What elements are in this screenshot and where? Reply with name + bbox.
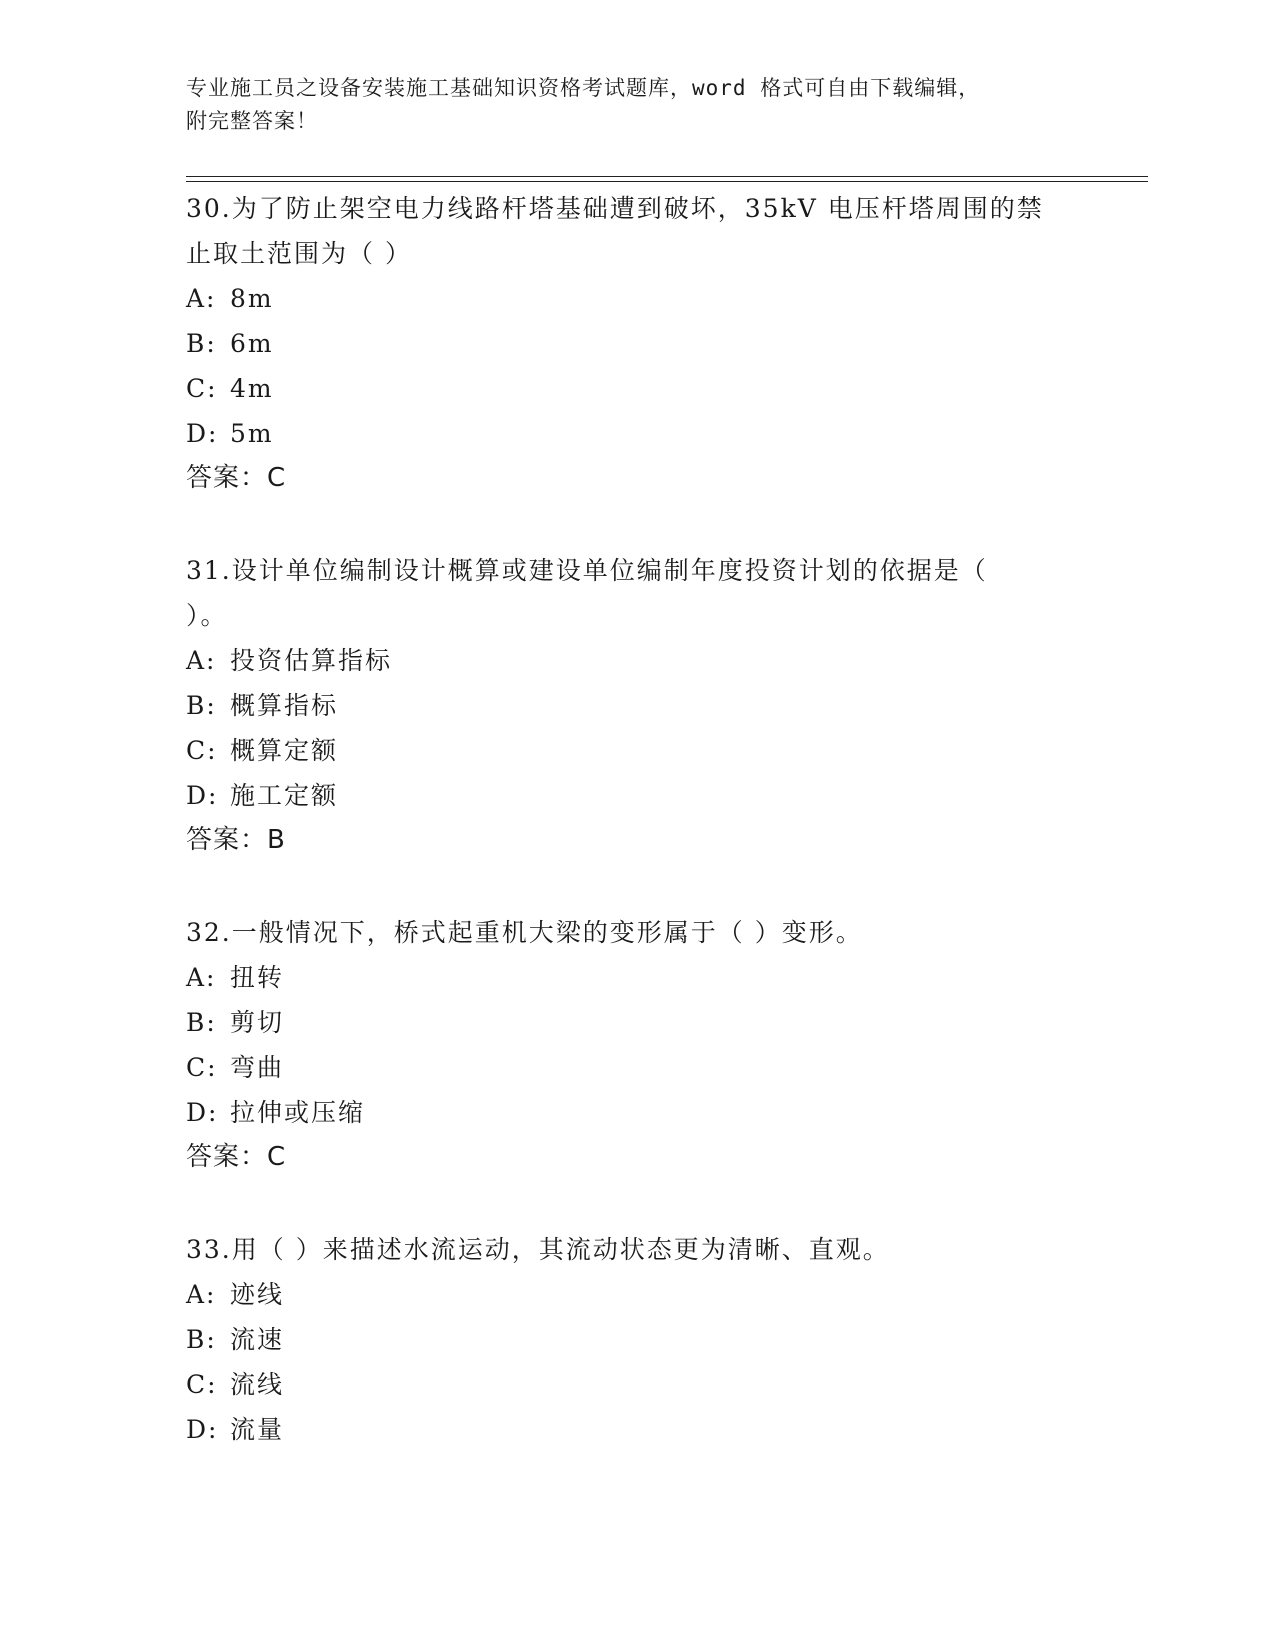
option-c <box>186 1045 1086 1090</box>
option-letter: B: <box>186 691 217 720</box>
option-text: 施工定额 <box>230 781 339 810</box>
option-letter: C: <box>186 1370 218 1399</box>
option-letter: D: <box>186 1415 219 1444</box>
question-31 <box>186 548 1086 863</box>
question-list <box>186 186 1086 1452</box>
header-divider-bottom <box>186 181 1148 182</box>
option-letter: C: <box>186 374 218 403</box>
option-a <box>186 276 1086 321</box>
option-letter: C: <box>186 736 218 765</box>
question-30 <box>186 186 1086 501</box>
option-letter: A: <box>186 646 217 675</box>
question-32 <box>186 910 1086 1180</box>
option-letter: D: <box>186 1098 219 1127</box>
option-a <box>186 955 1086 1000</box>
question-spacer <box>186 1180 1086 1227</box>
option-b <box>186 1000 1086 1045</box>
option-letter: D: <box>186 781 219 810</box>
option-text: 拉伸或压缩 <box>230 1098 366 1127</box>
question-spacer <box>186 501 1086 548</box>
option-c <box>186 1362 1086 1407</box>
option-b <box>186 1317 1086 1362</box>
question-stem-line: 33.用（ ）来描述水流运动，其流动状态更为清晰、直观。 <box>186 1235 890 1264</box>
answer-text: 答案：C <box>186 1142 287 1172</box>
option-text: 弯曲 <box>230 1053 285 1082</box>
option-text: 迹线 <box>230 1280 285 1309</box>
option-d <box>186 773 1086 818</box>
option-text: 投资估算指标 <box>230 646 393 675</box>
option-letter: A: <box>186 963 217 992</box>
question-stem <box>186 1227 1086 1272</box>
option-d <box>186 1090 1086 1135</box>
option-text: 概算指标 <box>230 691 339 720</box>
option-text: 4m <box>230 374 274 403</box>
header-line-1: 专业施工员之设备安装施工基础知识资格考试题库，word 格式可自由下载编辑， <box>186 76 981 100</box>
question-33 <box>186 1227 1086 1452</box>
question-stem-line: 31.设计单位编制设计概算或建设单位编制年度投资计划的依据是（ <box>186 556 988 585</box>
question-stem-line: 30.为了防止架空电力线路杆塔基础遭到破坏，35kV 电压杆塔周围的禁 <box>186 194 1044 223</box>
option-text: 8m <box>230 284 274 313</box>
option-text: 流速 <box>230 1325 285 1354</box>
option-text: 概算定额 <box>230 736 339 765</box>
option-letter: A: <box>186 1280 217 1309</box>
option-b <box>186 683 1086 728</box>
option-d <box>186 411 1086 456</box>
header-divider-top <box>186 176 1148 177</box>
header-line-2: 附完整答案！ <box>186 109 318 133</box>
option-letter: B: <box>186 1325 217 1354</box>
option-text: 流量 <box>230 1415 285 1444</box>
option-text: 5m <box>230 419 274 448</box>
option-a <box>186 1272 1086 1317</box>
question-stem-line: ）。 <box>186 601 228 630</box>
option-text: 扭转 <box>230 963 285 992</box>
option-a <box>186 638 1086 683</box>
answer-text: 答案：C <box>186 463 287 493</box>
option-c <box>186 366 1086 411</box>
option-text: 6m <box>230 329 274 358</box>
question-stem <box>186 548 1086 638</box>
option-text: 剪切 <box>230 1008 285 1037</box>
question-spacer <box>186 863 1086 910</box>
option-d <box>186 1407 1086 1452</box>
question-stem <box>186 910 1086 955</box>
question-stem <box>186 186 1086 276</box>
option-letter: C: <box>186 1053 218 1082</box>
option-b <box>186 321 1086 366</box>
answer-text: 答案：B <box>186 825 286 855</box>
question-stem-line: 止取土范围为（ ） <box>186 239 412 268</box>
option-letter: B: <box>186 1008 217 1037</box>
option-letter: B: <box>186 329 217 358</box>
question-stem-line: 32.一般情况下，桥式起重机大梁的变形属于（ ）变形。 <box>186 918 863 947</box>
option-text: 流线 <box>230 1370 285 1399</box>
option-c <box>186 728 1086 773</box>
option-letter: D: <box>186 419 219 448</box>
option-letter: A: <box>186 284 217 313</box>
document-header <box>186 72 1086 138</box>
